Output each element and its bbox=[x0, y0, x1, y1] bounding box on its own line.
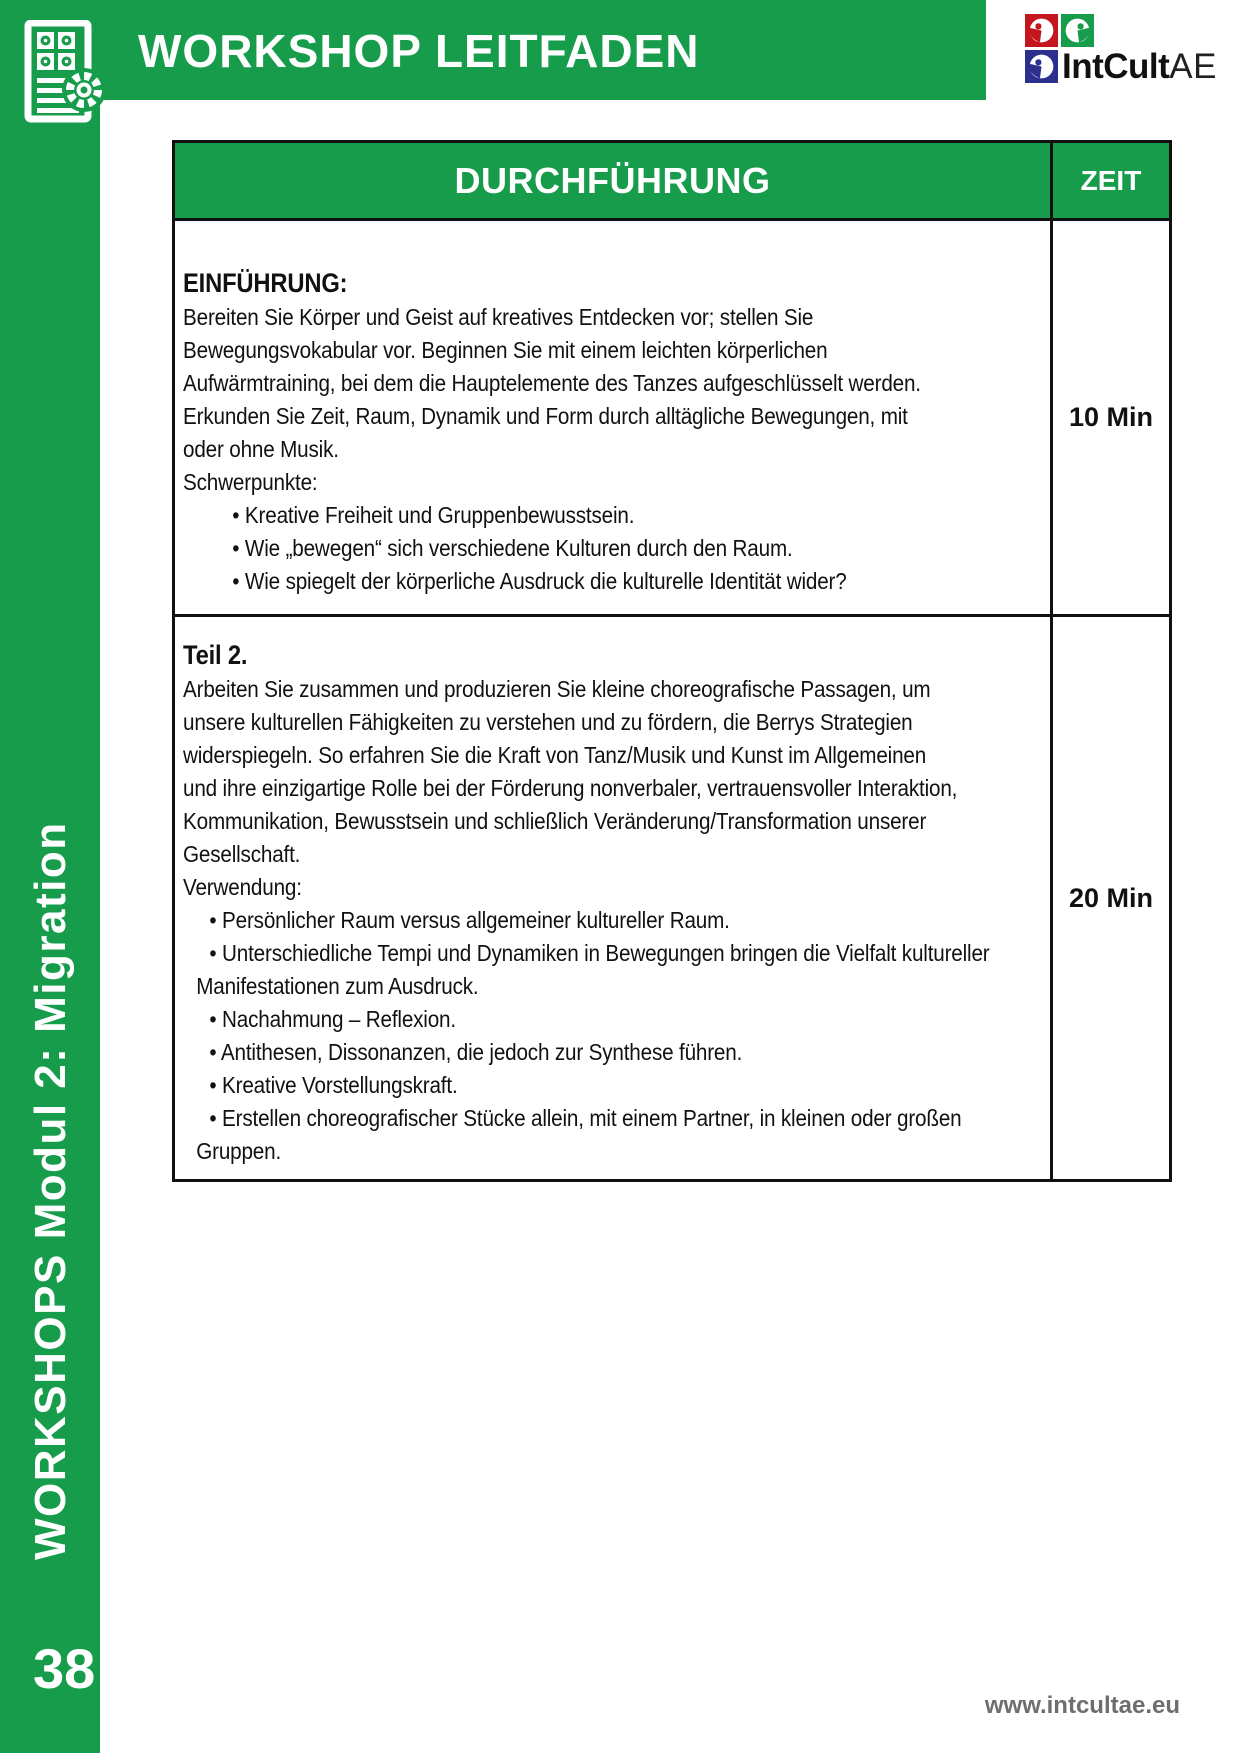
execution-cell bbox=[175, 617, 1053, 1179]
execution-cell bbox=[175, 221, 1053, 614]
gear-icon bbox=[62, 68, 106, 112]
column-header-durchfuehrung-label: DURCHFÜHRUNG bbox=[454, 159, 771, 201]
face-icon-red bbox=[1025, 14, 1058, 47]
text-line: • Nachahmung – Reflexion. bbox=[209, 1006, 456, 1032]
website-url: www.intcultae.eu bbox=[984, 1692, 1180, 1719]
face-icon-blue bbox=[1025, 50, 1058, 83]
text-line: • Unterschiedliche Tempi und Dynamiken in Bewegungen bringen die Vielfalt kultureller bbox=[209, 940, 990, 966]
text-line: Kommunikation, Bewusstsein und schließlich Veränderung/Transformation unserer bbox=[183, 808, 927, 834]
intcultae-logo bbox=[1025, 14, 1215, 100]
page-number: 38 bbox=[33, 1637, 96, 1700]
sidebar-bar bbox=[0, 0, 100, 1753]
text-line: und ihre einzigartige Rolle bei der Förderung nonverbaler, vertrauensvoller Interaktion, bbox=[183, 775, 958, 801]
section-body bbox=[183, 301, 1053, 598]
text-line: • Wie „bewegen“ sich verschiedene Kulturen durch den Raum. bbox=[232, 535, 793, 561]
header-bar bbox=[0, 0, 986, 100]
text-line: Gruppen. bbox=[196, 1138, 282, 1164]
text-line: • Antithesen, Dissonanzen, die jedoch zur Synthese führen. bbox=[209, 1039, 743, 1065]
text-line: • Erstellen choreografischer Stücke allein, mit einem Partner, in kleinen oder großen bbox=[209, 1105, 962, 1131]
logo-text-intcult: IntCult bbox=[1062, 47, 1170, 86]
text-line: • Wie spiegelt der körperliche Ausdruck die kulturelle Identität wider? bbox=[232, 568, 847, 594]
text-line: Gesellschaft. bbox=[183, 841, 301, 867]
table-row bbox=[175, 218, 1169, 614]
time-value: 10 Min bbox=[1068, 402, 1154, 432]
text-line: • Kreative Freiheit und Gruppenbewusstsein. bbox=[232, 502, 635, 528]
logo-text-ae: AE bbox=[1169, 47, 1217, 86]
sidebar-vertical-label: WORKSHOPS Modul 2: Migration bbox=[26, 821, 75, 1560]
table-header-row bbox=[175, 143, 1169, 218]
text-line: unsere kulturellen Fähigkeiten zu verstehen und zu fördern, die Berrys Strategien bbox=[183, 709, 913, 735]
face-icon-green bbox=[1061, 14, 1094, 47]
column-header-zeit-label: ZEIT bbox=[1080, 164, 1142, 196]
section-heading: EINFÜHRUNG: bbox=[183, 268, 348, 298]
time-cell bbox=[1053, 617, 1169, 1179]
section-heading: Teil 2. bbox=[183, 640, 248, 670]
table-row bbox=[175, 614, 1169, 1179]
workshop-document-gear-icon bbox=[12, 20, 108, 124]
page-title: WORKSHOP LEITFADEN bbox=[138, 25, 700, 77]
text-line: Erkunden Sie Zeit, Raum, Dynamik und Form durch alltägliche Bewegungen, mit bbox=[183, 403, 908, 429]
text-line: oder ohne Musik. bbox=[183, 436, 339, 462]
section-body bbox=[183, 673, 1053, 1168]
column-header-durchfuehrung bbox=[175, 143, 1053, 218]
text-line: • Kreative Vorstellungskraft. bbox=[209, 1072, 458, 1098]
text-line: widerspiegeln. So erfahren Sie die Kraft von Tanz/Musik und Kunst im Allgemeinen bbox=[183, 742, 927, 768]
text-line: Arbeiten Sie zusammen und produzieren Sie kleine choreografische Passagen, um bbox=[183, 676, 931, 702]
time-value: 20 Min bbox=[1068, 882, 1154, 913]
text-line: Verwendung: bbox=[183, 874, 302, 900]
workshop-table bbox=[172, 140, 1172, 1182]
text-line: Bereiten Sie Körper und Geist auf kreatives Entdecken vor; stellen Sie bbox=[183, 304, 814, 330]
text-line: Manifestationen zum Ausdruck. bbox=[196, 973, 479, 999]
column-header-zeit bbox=[1053, 143, 1169, 218]
text-line: Bewegungsvokabular vor. Beginnen Sie mit einem leichten körperlichen bbox=[183, 337, 828, 363]
logo-wordmark bbox=[1062, 47, 1217, 86]
time-cell bbox=[1053, 221, 1169, 614]
text-line: Schwerpunkte: bbox=[183, 469, 318, 495]
text-line: • Persönlicher Raum versus allgemeiner kultureller Raum. bbox=[209, 907, 730, 933]
text-line: Aufwärmtraining, bei dem die Hauptelemente des Tanzes aufgeschlüsselt werden. bbox=[183, 370, 921, 396]
